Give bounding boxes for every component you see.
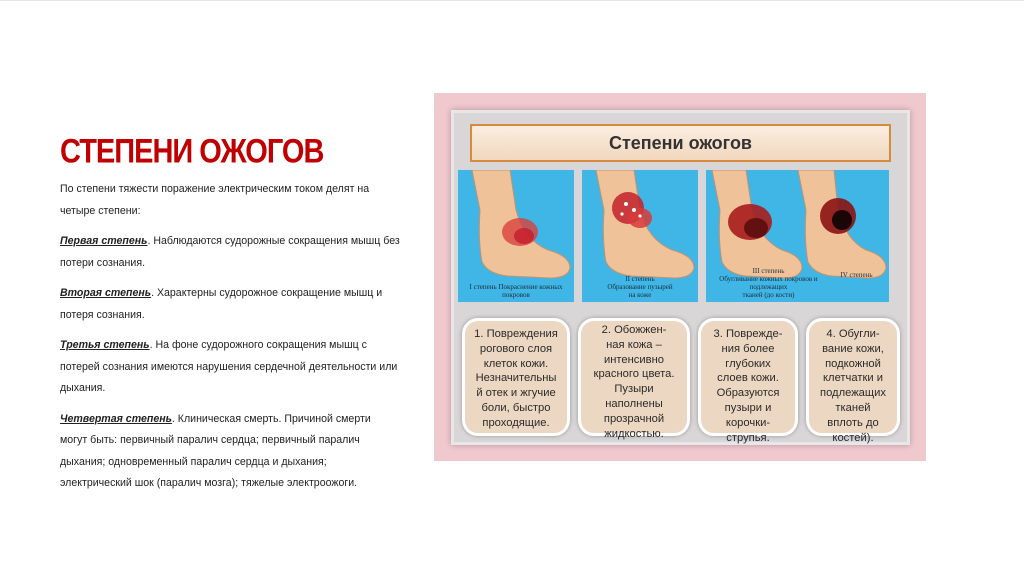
card-3-line: Образуются (716, 387, 780, 400)
card-3-line: слоев кожи. (717, 372, 779, 385)
degree-1-illustration (458, 170, 574, 302)
card-4-line: тканей (835, 401, 871, 414)
slide-title: СТЕПЕНИ ОЖОГОВ (60, 133, 324, 171)
degree-1-card (462, 318, 570, 436)
card-4-line: подкожной (825, 357, 881, 370)
degree-4-text: . Клиническая смерть. Причиной смерти могут быть: первичный паралич сердца; первичный паралич дыхания; одновременный паралич сердца и дыхания; электрический шок (паралич мозга); тяжелые электроожоги. (60, 412, 371, 489)
burn-degrees-infographic (434, 93, 926, 461)
card-2-line: Пузыри (614, 383, 654, 396)
card-4-line: подлежащих (820, 387, 886, 400)
card-4-line: клетчатки и (823, 372, 883, 385)
degree-2-card (578, 318, 690, 440)
card-3-line: глубоких (725, 357, 771, 370)
degree-4-paragraph (60, 409, 400, 495)
degree-2-caption: II степень Образование пузырей на коже (607, 275, 673, 299)
degree-2-text: . Характерны судорожное сокращение мышц и потеря сознания. (60, 287, 383, 321)
card-2-line: интенсивно (603, 353, 664, 366)
card-4-line: вание кожи, (822, 342, 884, 355)
card-3-line: струпья. (726, 431, 770, 444)
card-2-line: прозрачной (603, 412, 665, 425)
card-1-line: й отек и жгучие (476, 387, 556, 400)
degree-4-label: Четвертая степень (60, 412, 172, 425)
card-2-line: наполнены (605, 397, 663, 410)
degree-3-4-illustration (706, 170, 889, 302)
card-3-line: корочки- (725, 416, 771, 429)
card-1-line: клеток кожи. (483, 357, 549, 370)
card-4-line: костей). (832, 431, 874, 444)
card-4-line: 4. Обугли- (826, 328, 880, 340)
intro-paragraph: По степени тяжести поражение электрическим током делят на четыре степени: (60, 183, 370, 217)
card-1-line: проходящие. (482, 416, 550, 429)
degree-1-label: Первая степень (60, 235, 148, 247)
card-2-line: 2. Обожжен- (601, 324, 667, 336)
card-4-line: вплоть до (827, 416, 879, 429)
card-3-line: пузыри и (724, 401, 772, 414)
card-1-line: Незначительны (475, 372, 557, 385)
card-1-line: рогового слоя (479, 342, 553, 355)
card-2-line: жидкостью. (604, 427, 664, 440)
degree-1-text: . Наблюдаются судорожные сокращения мышц без потери сознания. (60, 235, 400, 269)
degree-3-text: . На фоне судорожного сокращения мышц с потерей сознания имеются нарушения сердечной деятельности или дыхания. (60, 339, 398, 394)
card-3-line: ния более (721, 342, 775, 355)
degree-2-label: Вторая степень (60, 287, 152, 299)
infographic-inner-frame (451, 110, 910, 445)
top-divider (0, 0, 1024, 1)
infographic-banner: Степени ожогов (470, 124, 891, 162)
degree-4-caption: IV степень (840, 271, 873, 279)
degree-2-paragraph (60, 283, 400, 326)
degree-1-caption: I степень Покраснение кожных покровов (469, 283, 563, 299)
degree-1-paragraph (60, 231, 400, 274)
card-2-line: ная кожа – (606, 338, 662, 351)
card-3-line: 3. Поврежде- (713, 328, 783, 340)
degree-3-caption: III степень Обугливание кожных покровов и подлежащих тканей (до кости) (719, 267, 818, 299)
degree-3-card (698, 318, 798, 444)
degree-4-card (806, 318, 900, 444)
degree-2-illustration (582, 170, 698, 302)
degree-3-paragraph (60, 335, 400, 400)
card-1-line: боли, быстро (481, 401, 551, 414)
slide-body (60, 179, 400, 504)
card-2-line: красного цвета. (593, 368, 675, 381)
card-1-line: 1. Повреждения (474, 328, 558, 340)
degree-3-label: Третья степень (60, 339, 150, 351)
